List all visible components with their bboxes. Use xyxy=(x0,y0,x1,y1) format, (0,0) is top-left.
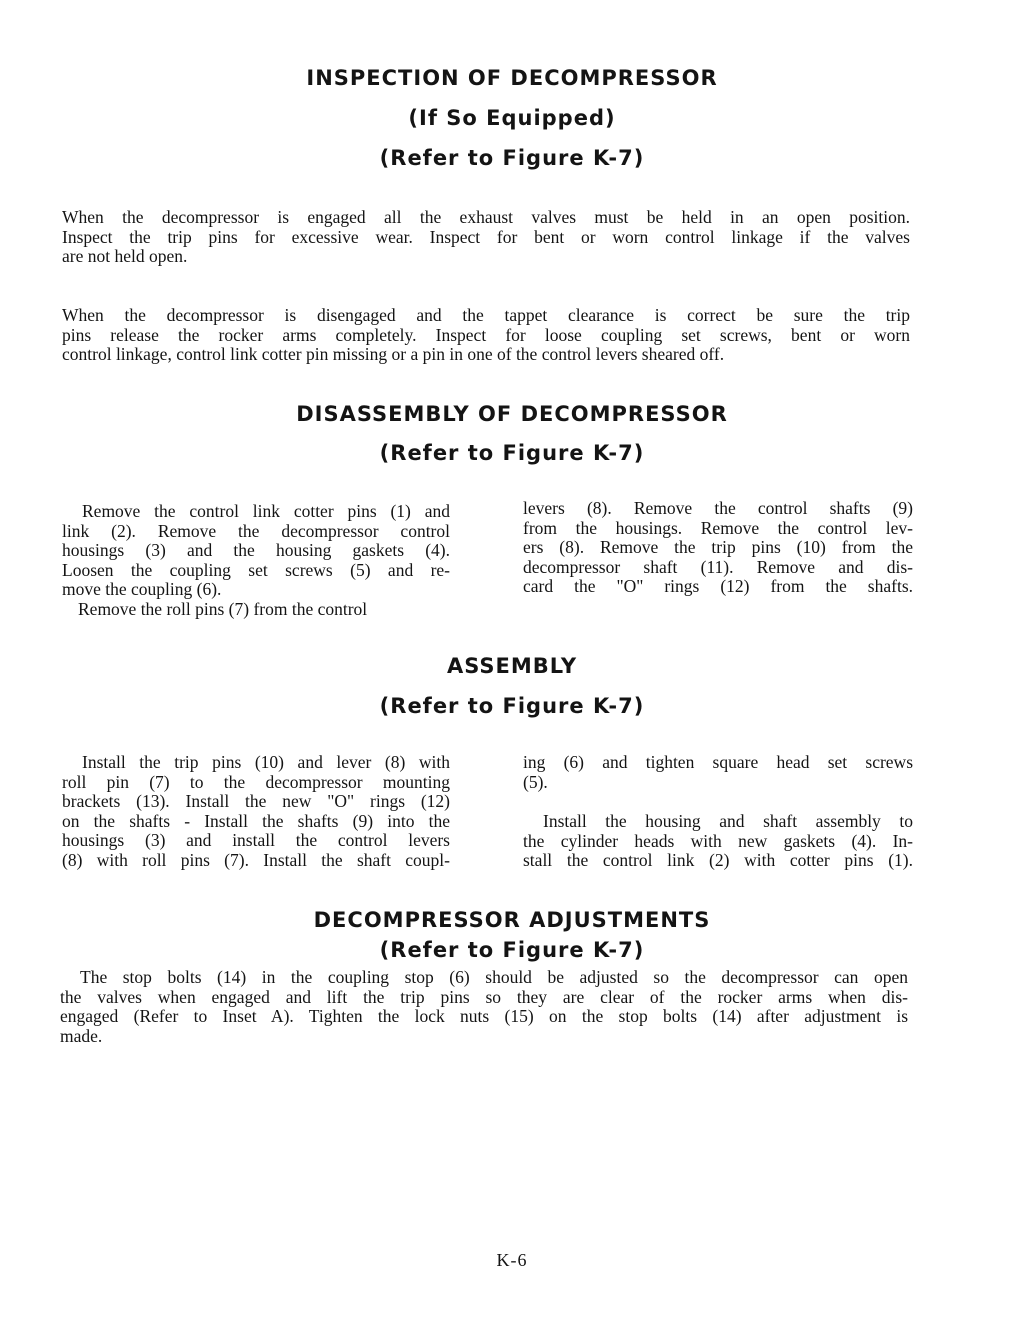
text-line: from the housings. Remove the control lev- xyxy=(523,517,913,538)
page-number: K-6 xyxy=(496,1250,528,1270)
text-line: engaged (Refer to Inset A). Tighten the lock nuts (15) on the stop bolts (14) after adjustment is xyxy=(60,1006,908,1027)
text-line: Install the trip pins (10) and lever (8) with xyxy=(82,752,450,772)
text-line: the valves when engaged and lift the trip pins so they are clear of the rocker arms when dis- xyxy=(60,986,908,1007)
inspection-paragraph-2 xyxy=(62,306,910,365)
text-line: decompressor shaft (11). Remove and dis- xyxy=(523,556,913,577)
text-line: control linkage, control link cotter pin missing or a pin in one of the control levers sheared off. xyxy=(62,344,725,365)
text-line: roll pin (7) to the decompressor mounting xyxy=(62,771,450,792)
inspection-subtitle: (If So Equipped) xyxy=(408,106,616,130)
text-line: move the coupling (6). xyxy=(62,579,222,600)
text-line: card the "O" rings (12) from the shafts. xyxy=(523,576,913,597)
text-line: on the shafts - Install the shafts (9) into the xyxy=(62,810,450,831)
inspection-paragraph-1 xyxy=(62,208,910,267)
text-line: Loosen the coupling set screws (5) and re- xyxy=(62,559,450,580)
disassembly-right-column xyxy=(523,499,913,597)
text-line: Remove the roll pins (7) from the control xyxy=(78,598,368,619)
text-line: housings (3) and the housing gaskets (4). xyxy=(62,540,450,561)
text-line: brackets (13). Install the new "O" rings (12) xyxy=(62,791,450,812)
text-line: Inspect the trip pins for excessive wear. Inspect for bent or worn control linkage if the valves xyxy=(62,226,910,247)
text-line: link (2). Remove the decompressor control xyxy=(62,520,450,541)
assembly-refer: (Refer to Figure K-7) xyxy=(379,694,645,718)
text-line: Remove the control link cotter pins (1) and xyxy=(82,501,450,521)
text-line: made. xyxy=(60,1025,103,1046)
assembly-right-column-2 xyxy=(523,812,913,871)
text-line: ing (6) and tighten square head set screws xyxy=(523,752,913,772)
assembly-right-column-1 xyxy=(523,753,913,792)
text-line: The stop bolts (14) in the coupling stop (6) should be adjusted so the decompressor can open xyxy=(80,967,908,987)
text-line: When the decompressor is engaged all the exhaust valves must be held in an open position. xyxy=(62,207,910,227)
disassembly-title: DISASSEMBLY OF DECOMPRESSOR xyxy=(296,402,728,426)
assembly-left-column xyxy=(62,753,450,871)
inspection-title: INSPECTION OF DECOMPRESSOR xyxy=(306,66,718,90)
text-line: ers (8). Remove the trip pins (10) from the xyxy=(523,537,913,558)
text-line: (5). xyxy=(523,771,548,792)
text-line: levers (8). Remove the control shafts (9) xyxy=(523,498,913,518)
text-line: housings (3) and install the control levers xyxy=(62,830,450,851)
text-line: Install the housing and shaft assembly to xyxy=(543,811,913,831)
adjustments-paragraph xyxy=(60,968,908,1046)
text-line: the cylinder heads with new gaskets (4). In- xyxy=(523,830,913,851)
adjustments-title: DECOMPRESSOR ADJUSTMENTS xyxy=(313,908,711,932)
inspection-refer: (Refer to Figure K-7) xyxy=(379,146,645,170)
text-line: When the decompressor is disengaged and the tappet clearance is correct be sure the trip xyxy=(62,305,910,325)
text-line: are not held open. xyxy=(62,246,188,267)
disassembly-refer: (Refer to Figure K-7) xyxy=(379,441,645,465)
disassembly-left-column xyxy=(62,502,450,620)
text-line: (8) with roll pins (7). Install the shaft coupl- xyxy=(62,849,450,870)
assembly-title: ASSEMBLY xyxy=(446,654,578,678)
text-line: pins release the rocker arms completely. Inspect for loose coupling set screws, bent or worn xyxy=(62,324,910,345)
adjustments-refer: (Refer to Figure K-7) xyxy=(379,938,645,962)
text-line: stall the control link (2) with cotter pins (1). xyxy=(523,850,913,871)
